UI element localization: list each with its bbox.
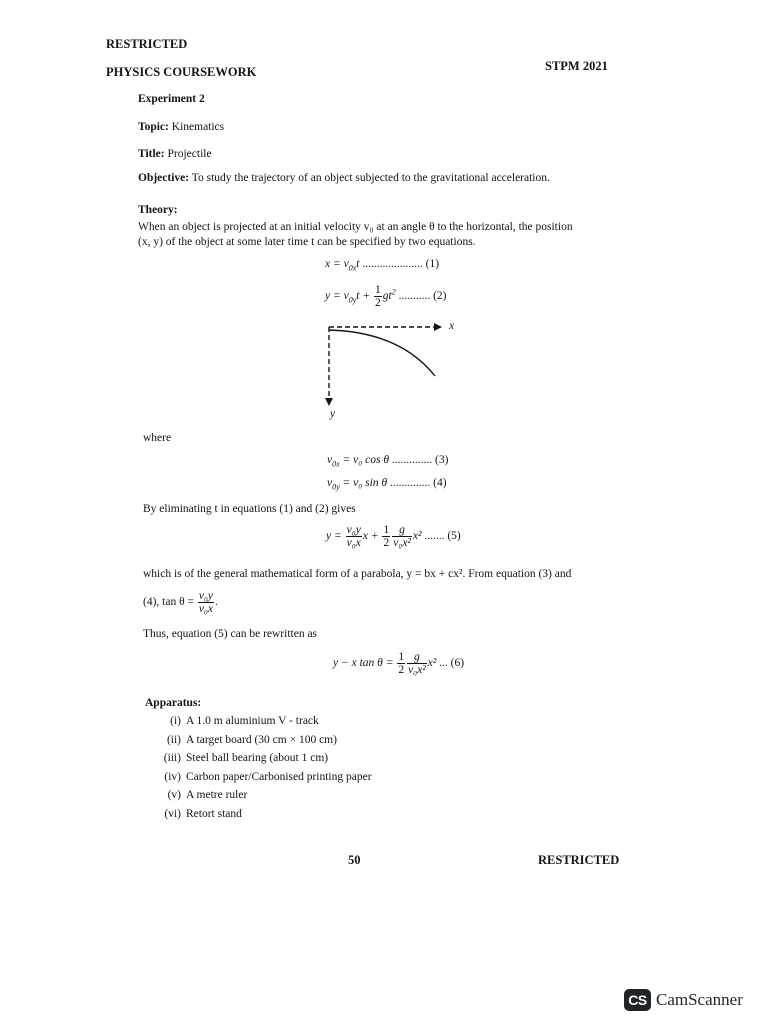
apparatus-item (145, 734, 372, 753)
title-line (138, 148, 212, 160)
equation-3-number: .............. (3) (391, 454, 449, 466)
header-restricted: RESTRICTED (106, 37, 188, 51)
thus-text: Thus, equation (5) can be rewritten as (143, 628, 318, 640)
eliminating-text: By eliminating t in equations (1) and (2) gives (143, 503, 356, 515)
apparatus-item-text: A 1.0 m aluminium V - track (186, 715, 319, 727)
footer-restricted: RESTRICTED (538, 853, 620, 867)
equation-1-number: ..................... (1) (362, 258, 440, 270)
apparatus-item-text: A metre ruler (186, 789, 248, 801)
tan-theta-expression: (4), tan θ = $\frac{\text{v₀y}}{\text{v₀x}}$ . (143, 590, 218, 616)
equation-5-number: ....... (5) (424, 530, 461, 543)
title-value: Projectile (167, 148, 212, 160)
apparatus-item-number: (iii) (163, 752, 181, 764)
apparatus-item-text: A target board (30 cm × 100 cm) (186, 733, 337, 746)
diagram-x-label: x (449, 320, 455, 332)
objective-value: To study the trajectory of an object subjected to the gravitational acceleration. (191, 172, 550, 184)
apparatus-item-number: (v) (167, 789, 181, 801)
apparatus-item-number: (vi) (164, 807, 181, 820)
equation-3: $v_{0x} = v_0$ cos θ .............. (3) (327, 454, 449, 469)
apparatus-item (145, 808, 372, 827)
objective-label: Objective: (138, 172, 190, 184)
equation-2: $y = v_{0y}t$ + $\frac{1}{2}$ $gt^2$ ........... (2) (325, 284, 447, 310)
topic-line (138, 121, 224, 133)
equation-4-number: .............. (4) (389, 477, 447, 489)
apparatus-item (145, 715, 372, 734)
trajectory-curve (329, 330, 435, 376)
title-label: Title: (138, 148, 165, 160)
where-text: where (143, 432, 172, 444)
objective-line (138, 172, 550, 184)
apparatus-item (145, 752, 372, 771)
apparatus-item-number: (ii) (166, 733, 181, 746)
experiment-number: Experiment 2 (138, 93, 205, 105)
page-number: 50 (348, 853, 361, 867)
camscanner-label: CamScanner (656, 990, 743, 1009)
apparatus-item-number: (i) (170, 715, 181, 727)
diagram-y-label: y (330, 408, 336, 420)
apparatus-heading: Apparatus: (145, 697, 202, 709)
apparatus-item-text: Steel ball bearing (about 1 cm) (186, 752, 329, 764)
apparatus-item-text: Retort stand (186, 807, 242, 820)
topic-value: Kinematics (171, 121, 225, 133)
equation-1: $x = v_{0x}t$ ..................... (1) (325, 258, 440, 273)
theory-heading: Theory: (138, 204, 178, 216)
x-axis-arrow (434, 323, 442, 331)
header-course: PHYSICS COURSEWORK (106, 65, 257, 79)
equation-2-number: ........... (2) (398, 290, 447, 303)
apparatus-item-number: (iv) (164, 770, 181, 783)
trajectory-diagram (320, 318, 460, 420)
theory-intro-line2: (x, y) of the object at some later time t can be specified by two equations. (138, 236, 476, 248)
apparatus-item (145, 771, 372, 790)
parabola-text: which is of the general mathematical form of a parabola, y = bx + cx². From equation (3) and (143, 568, 572, 580)
camscanner-logo-icon: CS (624, 989, 651, 1011)
equation-5: y = $\frac{\text{v₀y}}{\text{v₀x}}$ x + $\frac{1}{2}$ $\frac{g}{\text{v₀x²}}$ x² ....... (5) (326, 524, 461, 550)
y-axis-arrow (325, 398, 333, 406)
topic-label: Topic: (138, 121, 169, 133)
apparatus-item (145, 789, 372, 808)
equation-4: $v_{0y} = v_0$ sin θ .............. (4) (327, 477, 447, 492)
equation-6: y − x tan θ = $\frac{1}{2}$ $\frac{g}{\text{v₀x²}}$ x² ... (6) (333, 651, 465, 677)
apparatus-list (145, 715, 372, 826)
header-exam: STPM 2021 (545, 59, 608, 73)
equation-6-number: ... (6) (439, 657, 465, 670)
apparatus-item-text: Carbon paper/Carbonised printing paper (186, 770, 372, 783)
theory-intro-line1: When an object is projected at an initial velocity v₀ at an angle θ to the horizontal, the position (138, 221, 573, 233)
